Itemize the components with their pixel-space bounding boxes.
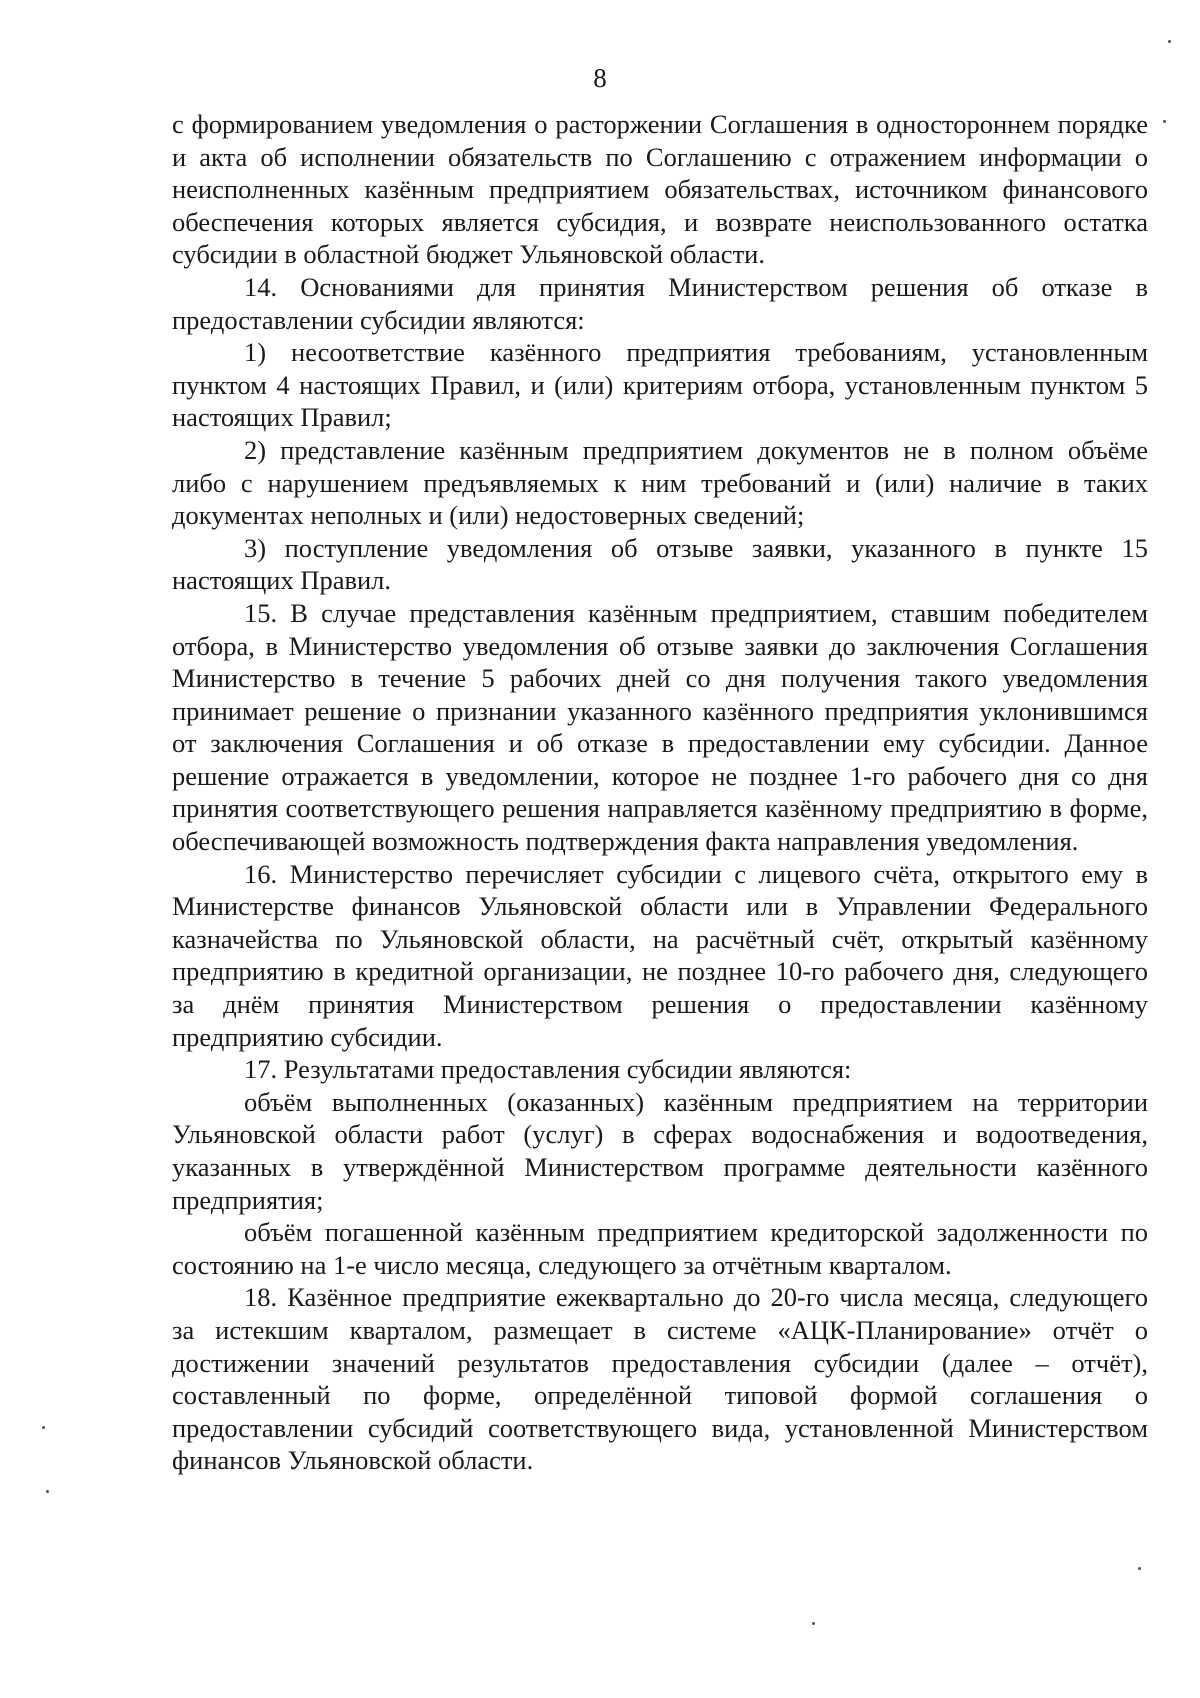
paragraph-17-item-2: объём погашенной казённым предприятием кредиторской задолженности по состоянию на 1-е число месяца, следующего за отчётным кварталом. [172,1217,1148,1280]
paragraph-17-item-1: объём выполненных (оказанных) казённым предприятием на территории Ульяновской области работ (услуг) в сферах водоснабжения и водоотведения, указанных в утверждённой Министерством программе деятельности казённого предприятия; [172,1086,1148,1215]
paragraph-16: 16. Министерство перечисляет субсидии с лицевого счёта, открытого ему в Министерстве финансов Ульяновской области или в Управлении Федерального казначейства по Ульяновской области, на расчётный счёт, открытый казённому предприятию в кредитной организации, не позднее 10-го рабочего дня, следующего за днём принятия Министерством решения о предоставлении казённому предприятию субсидии. [172,858,1148,1052]
paragraph-18: 18. Казённое предприятие ежеквартально до 20-го числа месяца, следующего за истекшим кварталом, размещает в системе «АЦК-Планирование» отчёт о достижении значений результатов предоставления субсидии (далее – отчёт), составленный по форме, определённой типовой формой соглашения о предоставлении субсидий соответствующего вида, установленной Министерством финансов Ульяновской области. [172,1282,1148,1476]
scan-speck [1138,1567,1141,1570]
paragraph-17: 17. Результатами предоставления субсидии являются: [244,1054,852,1085]
scan-speck [812,1622,815,1625]
paragraph-14: 14. Основаниями для принятия Министерством решения об отказе в предоставлении субсидии являются: [172,271,1148,335]
scan-speck [1168,40,1171,43]
scan-speck [1163,120,1166,123]
paragraph-14-item-2: 2) представление казённым предприятием документов не в полном объёме либо с нарушением предъявляемых к ним требований и (или) наличие в таких документах неполных и (или) недостоверных сведений; [172,434,1148,531]
paragraph-continuation: с формированием уведомления о расторжении Соглашения в одностороннем порядке и акта об исполнении обязательств по Соглашению с отражением информации о неисполненных казённым предприятием обязательствах, источником финансового обеспечения которых является субсидия, и возврате неиспользованного остатка субсидии в областной бюджет Ульяновской области. [172,109,1148,270]
paragraph-14-item-1: 1) несоответствие казённого предприятия требованиям, установленным пунктом 4 настоящих Правил, и (или) критериям отбора, установленным пунктом 5 настоящих Правил; [172,337,1148,433]
document-body [172,108,1148,1477]
paragraph-15: 15. В случае представления казённым предприятием, ставшим победителем отбора, в Министерство уведомления об отзыве заявки до заключения Соглашения Министерство в течение 5 рабочих дней со дня получения такого уведомления принимает решение о признании указанного казённого предприятия уклонившимся от заключения Соглашения и об отказе в предоставлении ему субсидии. Данное решение отражается в уведомлении, которое не позднее 1-го рабочего дня со дня принятия соответствующего решения направляется казённому предприятию в форме, обеспечивающей возможность подтверждения факта направления уведомления. [172,597,1148,857]
scan-speck [42,1426,45,1429]
paragraph-14-item-3: 3) поступление уведомления об отзыве заявки, указанного в пункте 15 настоящих Правил. [172,532,1148,596]
page-number: 8 [593,63,607,93]
scan-speck [46,1490,49,1493]
